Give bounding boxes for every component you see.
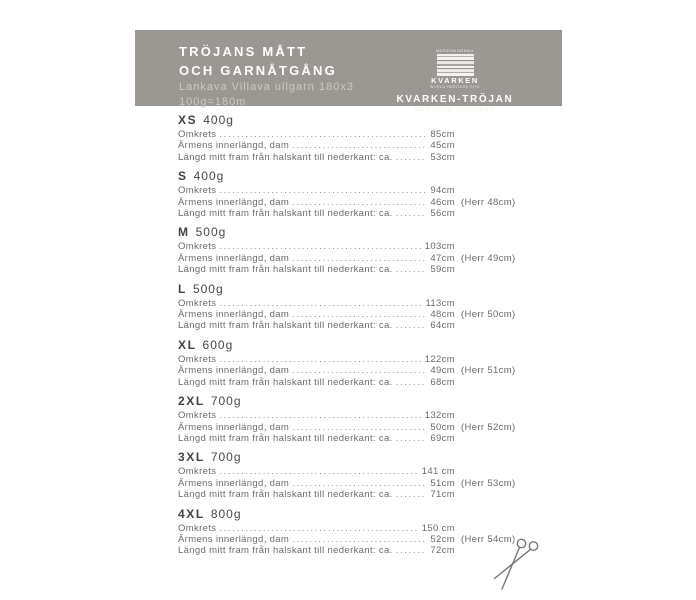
measurement-label: Längd mitt fram från halskant till nederkant: ca. [178, 264, 393, 276]
size-heading [178, 450, 455, 464]
size-section-l [178, 281, 516, 332]
dot-leader [219, 466, 417, 477]
dot-leader [396, 264, 427, 275]
page-title-line-1: TRÖJANS MÅTT [179, 44, 308, 59]
logo-tagline: Världsarvets stickmönster [414, 107, 496, 113]
measurement-label: Omkrets [178, 297, 217, 309]
kvarken-logo [385, 48, 525, 113]
measurement-label: Längd mitt fram från halskant till nederkant: ca. [178, 376, 393, 388]
dot-leader [219, 298, 421, 309]
measurement-value: 150 cm [421, 522, 455, 534]
measurement-value: 53cm [430, 151, 455, 163]
herr-measurement-note: (Herr 51cm) [461, 365, 516, 377]
measurement-value: 64cm [430, 320, 455, 332]
page-title-line-2: OCH GARNÅTGÅNG [179, 63, 337, 78]
size-section-3xl [178, 450, 516, 501]
measurement-label: Ärmens innerlängd, dam [178, 477, 290, 489]
dot-leader [292, 140, 426, 151]
measurement-row [178, 152, 455, 163]
dot-leader [396, 152, 427, 163]
logo-brand-text: KVARKEN-TRÖJAN [396, 94, 514, 105]
measurement-row [178, 545, 455, 556]
measurement-value: 59cm [430, 264, 455, 276]
dot-leader [292, 309, 426, 320]
size-heading [178, 394, 455, 408]
dot-leader [292, 422, 426, 433]
measurement-label: Omkrets [178, 410, 217, 422]
measurement-row [178, 185, 455, 196]
dot-leader [396, 208, 427, 219]
herr-measurement-note: (Herr 50cm) [461, 309, 516, 321]
dot-leader [219, 185, 426, 196]
herr-measurement-note: (Herr 53cm) [461, 477, 516, 489]
dot-leader [396, 433, 427, 444]
header-banner [135, 30, 562, 113]
yarn-amount: 700g [210, 394, 242, 409]
measurement-label: Omkrets [178, 353, 217, 365]
measurement-row [178, 477, 516, 489]
size-label: L [178, 281, 187, 296]
measurement-row [178, 377, 455, 388]
size-section-2xl [178, 394, 516, 444]
size-label: 4XL [178, 506, 205, 521]
banner-titles [179, 42, 354, 106]
size-label: XL [178, 337, 197, 352]
measurement-value: 50cm [430, 421, 455, 433]
herr-measurement-note: (Herr 54cm) [461, 533, 516, 545]
measurement-value: 71cm [430, 489, 455, 501]
size-label: 3XL [178, 450, 205, 465]
size-section-m [178, 225, 516, 276]
yarn-amount: 400g [193, 169, 225, 184]
measurement-row [178, 264, 455, 275]
dot-leader [219, 354, 420, 365]
measurement-value: 52cm [430, 533, 455, 545]
size-label: S [178, 169, 188, 184]
measurement-value: 47cm [430, 252, 455, 264]
measurement-label: Längd mitt fram från halskant till nederkant: ca. [178, 151, 393, 163]
yarn-amount: 500g [192, 281, 224, 296]
size-section-s [178, 169, 516, 220]
measurement-value: 69cm [430, 432, 455, 444]
measurement-value: 85cm [430, 129, 455, 140]
dot-leader [219, 410, 420, 421]
measurement-row [178, 523, 455, 534]
measurement-label: Ärmens innerlängd, dam [178, 140, 290, 152]
measurement-value: 46cm [430, 196, 455, 208]
measurements-list [178, 113, 516, 563]
measurement-value: 72cm [430, 545, 455, 557]
measurement-row [178, 309, 516, 321]
measurement-label: Längd mitt fram från halskant till nederkant: ca. [178, 432, 393, 444]
measurement-value: 51cm [430, 477, 455, 489]
size-heading [178, 225, 455, 239]
measurement-label: Ärmens innerlängd, dam [178, 309, 290, 321]
size-label: XS [178, 113, 198, 127]
measurement-value: 68cm [430, 376, 455, 388]
herr-measurement-note: (Herr 48cm) [461, 196, 516, 208]
measurement-label: Längd mitt fram från halskant till nederkant: ca. [178, 208, 393, 220]
measurement-row [178, 354, 455, 365]
size-heading [178, 507, 455, 521]
size-heading [178, 169, 455, 183]
dot-leader [396, 377, 427, 388]
measurement-value: 49cm [430, 365, 455, 377]
measurement-value: 141 cm [421, 466, 455, 478]
measurement-label: Längd mitt fram från halskant till nederkant: ca. [178, 545, 393, 557]
measurement-value: 48cm [430, 309, 455, 321]
measurement-value: 45cm [430, 140, 455, 152]
size-label: M [178, 225, 190, 240]
measurement-row [178, 241, 455, 252]
measurement-row [178, 365, 516, 377]
measurement-label: Ärmens innerlängd, dam [178, 365, 290, 377]
dot-leader [292, 534, 426, 545]
measurement-label: Ärmens innerlängd, dam [178, 196, 290, 208]
yarn-yardage: 100g=180m [179, 96, 247, 108]
dot-leader [292, 365, 426, 376]
measurement-row [178, 466, 455, 477]
logo-world-heritage-text: WORLD HERITAGE SITE [430, 85, 480, 89]
measurement-row [178, 320, 455, 331]
measurement-value: 94cm [430, 185, 455, 197]
measurement-row [178, 140, 455, 151]
dot-leader [219, 129, 426, 140]
size-heading [178, 338, 455, 352]
yarn-amount: 500g [195, 225, 227, 240]
measurement-row [178, 196, 516, 208]
measurement-label: Ärmens innerlängd, dam [178, 252, 290, 264]
yarn-subtitle: Lankava Villava ullgarn 180x3 [179, 81, 354, 93]
size-heading [178, 282, 455, 296]
yarn-amount: 800g [210, 506, 242, 521]
dot-leader [396, 320, 427, 331]
measurement-row [178, 533, 516, 545]
measurement-value: 113cm [425, 297, 455, 309]
herr-measurement-note: (Herr 49cm) [461, 252, 516, 264]
dot-leader [292, 478, 426, 489]
dot-leader [396, 545, 427, 556]
measurement-value: 103cm [424, 241, 455, 253]
measurement-label: Ärmens innerlängd, dam [178, 533, 290, 545]
measurement-value: 132cm [424, 410, 455, 422]
herr-measurement-note: (Herr 52cm) [461, 421, 516, 433]
measurement-label: Omkrets [178, 241, 217, 253]
yarn-amount: 700g [210, 450, 242, 465]
scissors-icon [484, 527, 562, 599]
size-section-xs [178, 113, 455, 163]
measurement-label: Omkrets [178, 129, 217, 140]
measurement-label: Omkrets [178, 522, 217, 534]
measurement-label: Längd mitt fram från halskant till nederkant: ca. [178, 320, 393, 332]
size-label: 2XL [178, 394, 205, 409]
yarn-amount: 400g [203, 113, 234, 127]
size-section-xl [178, 337, 516, 388]
logo-top-text: MERENKURKKU [436, 48, 474, 53]
size-section-4xl [178, 506, 516, 557]
measurement-label: Ärmens innerlängd, dam [178, 421, 290, 433]
dot-leader [292, 197, 426, 208]
measurement-row [178, 410, 455, 421]
measurement-row [178, 489, 455, 500]
dot-leader [219, 523, 417, 534]
kvarken-sea-image [437, 54, 474, 76]
dot-leader [396, 489, 427, 500]
dot-leader [292, 253, 426, 264]
measurement-value: 122cm [424, 353, 455, 365]
dot-leader [219, 241, 420, 252]
measurement-label: Omkrets [178, 185, 217, 197]
measurement-value: 56cm [430, 208, 455, 220]
measurement-row [178, 298, 455, 309]
measurement-row [178, 433, 455, 444]
measurement-row [178, 252, 516, 264]
logo-name-text: KVARKEN [431, 76, 479, 85]
measurement-row [178, 208, 455, 219]
measurement-row [178, 129, 455, 140]
measurement-row [178, 421, 516, 433]
measurement-label: Längd mitt fram från halskant till nederkant: ca. [178, 489, 393, 501]
size-heading [178, 113, 455, 127]
yarn-amount: 600g [202, 337, 234, 352]
measurement-label: Omkrets [178, 466, 217, 478]
